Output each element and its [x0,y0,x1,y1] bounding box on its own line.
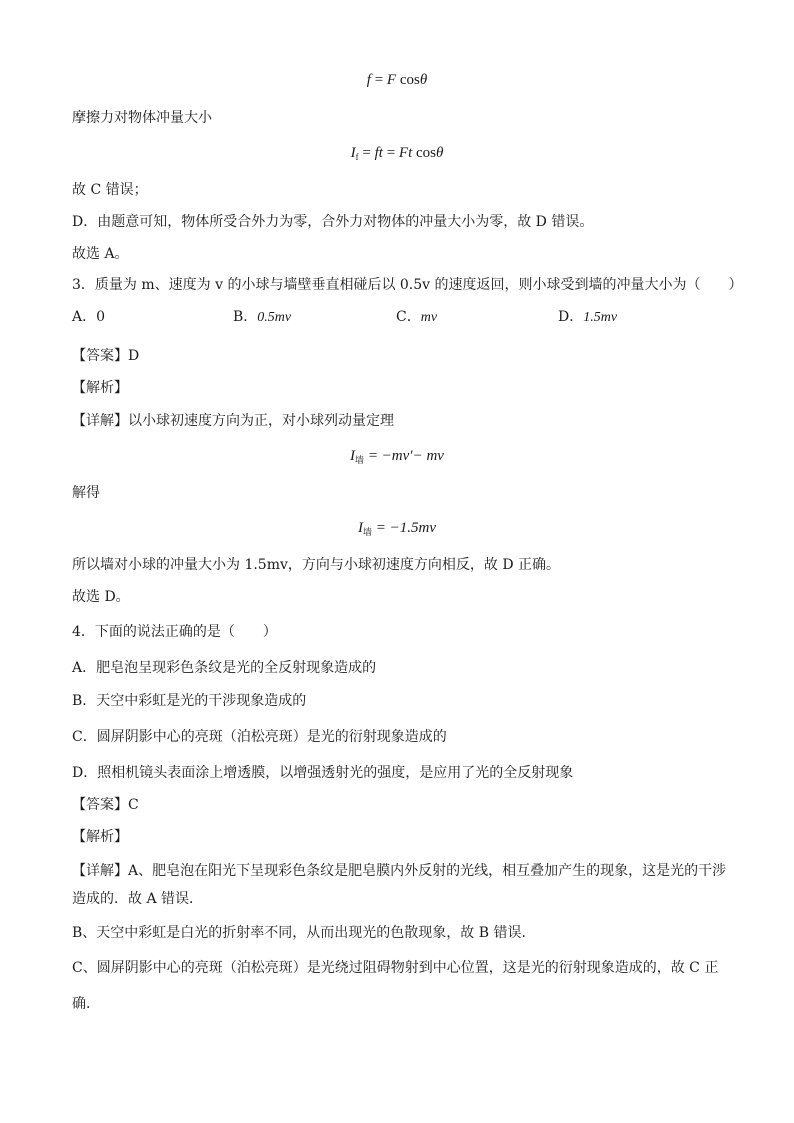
equation-friction-force: f = F cosθ [366,72,428,88]
equation-friction-impulse: $I_f$ = ft = Ft cosθ [350,145,444,162]
q3-solve: 解得 [72,485,100,501]
equation-impulse-result: $I_墙 = -1.5mv$ [358,520,436,537]
text-c-wrong: 故 C 错误； [72,182,148,198]
q4-option-c: C．圆屏阴影中心的亮斑（泊松亮斑）是光的衍射现象造成的 [72,729,447,745]
q4-detail-a-line1 [72,861,726,881]
q3-option-b-value: 0.5mv [257,310,292,325]
answer-tag: 【答案】 [72,348,128,364]
question-4-stem: 4．下面的说法正确的是（ ） [72,624,277,640]
q4-detail-c-line1: C、圆屏阴影中心的亮斑（泊松亮斑）是光绕过阻碍物射到中心位置，这是光的衍射现象造成的，故 C 正 [72,960,719,976]
q4-option-a: A．肥皂泡呈现彩色条纹是光的全反射现象造成的 [72,660,377,676]
text-choose-a: 故选 A。 [72,246,129,262]
q3-option-b [233,307,291,328]
q4-detail-b: B、天空中彩虹是白光的折射率不同，从而出现光的色散现象，故 B 错误． [72,925,536,941]
q4-detail-c-line2: 确． [72,996,100,1012]
q3-option-c-label: C． [396,309,421,325]
q3-option-a-label: A． [72,309,97,325]
answer-value: D [128,348,140,364]
q4-option-b: B．天空中彩虹是光的干涉现象造成的 [72,693,307,709]
q3-detail [72,411,394,431]
q3-option-d [558,307,617,328]
answer-tag: 【答案】 [72,797,128,813]
detail-text: 以小球初速度方向为正，对小球列动量定理 [128,413,394,429]
q4-answer [72,795,139,815]
q3-answer [72,346,139,366]
answer-value: C [128,797,139,813]
q3-option-d-value: 1.5mv [583,310,618,325]
q3-option-d-label: D． [558,309,584,325]
q3-analysis-tag: 【解析】 [72,380,128,396]
detail-text: A、肥皂泡在阳光下呈现彩色条纹是肥皂膜内外反射的光线，相互叠加产生的现象，这是光的干涉 [128,863,727,879]
q4-analysis-tag: 【解析】 [72,829,128,845]
text-friction-impulse: 摩擦力对物体冲量大小 [72,110,212,126]
detail-tag: 【详解】 [72,863,128,879]
q3-option-c-value: mv [420,310,438,325]
q3-conclusion: 所以墙对小球的冲量大小为 1.5mv，方向与小球初速度方向相反，故 D 正确。 [72,557,561,573]
q4-option-d: D．照相机镜头表面涂上增透膜，以增强透射光的强度，是应用了光的全反射现象 [72,765,574,781]
q3-option-c [396,307,437,328]
equation-momentum-theorem: $I_墙 = -mv'-$ mv [350,448,444,465]
question-3-stem: 3．质量为 m、速度为 v 的小球与墙壁垂直相碰后以 0.5v 的速度返回，则小球受到墙的冲量大小为（ ） [72,277,743,293]
q3-option-b-label: B． [233,309,258,325]
q3-option-a-value: 0 [96,309,106,325]
text-d-wrong: D．由题意可知，物体所受合外力为零，合外力对物体的冲量大小为零，故 D 错误。 [72,214,594,230]
q4-detail-a-line2: 造成的．故 A 错误． [72,891,204,907]
q3-option-a [72,307,105,327]
detail-tag: 【详解】 [72,413,128,429]
q3-choose: 故选 D。 [72,589,130,605]
